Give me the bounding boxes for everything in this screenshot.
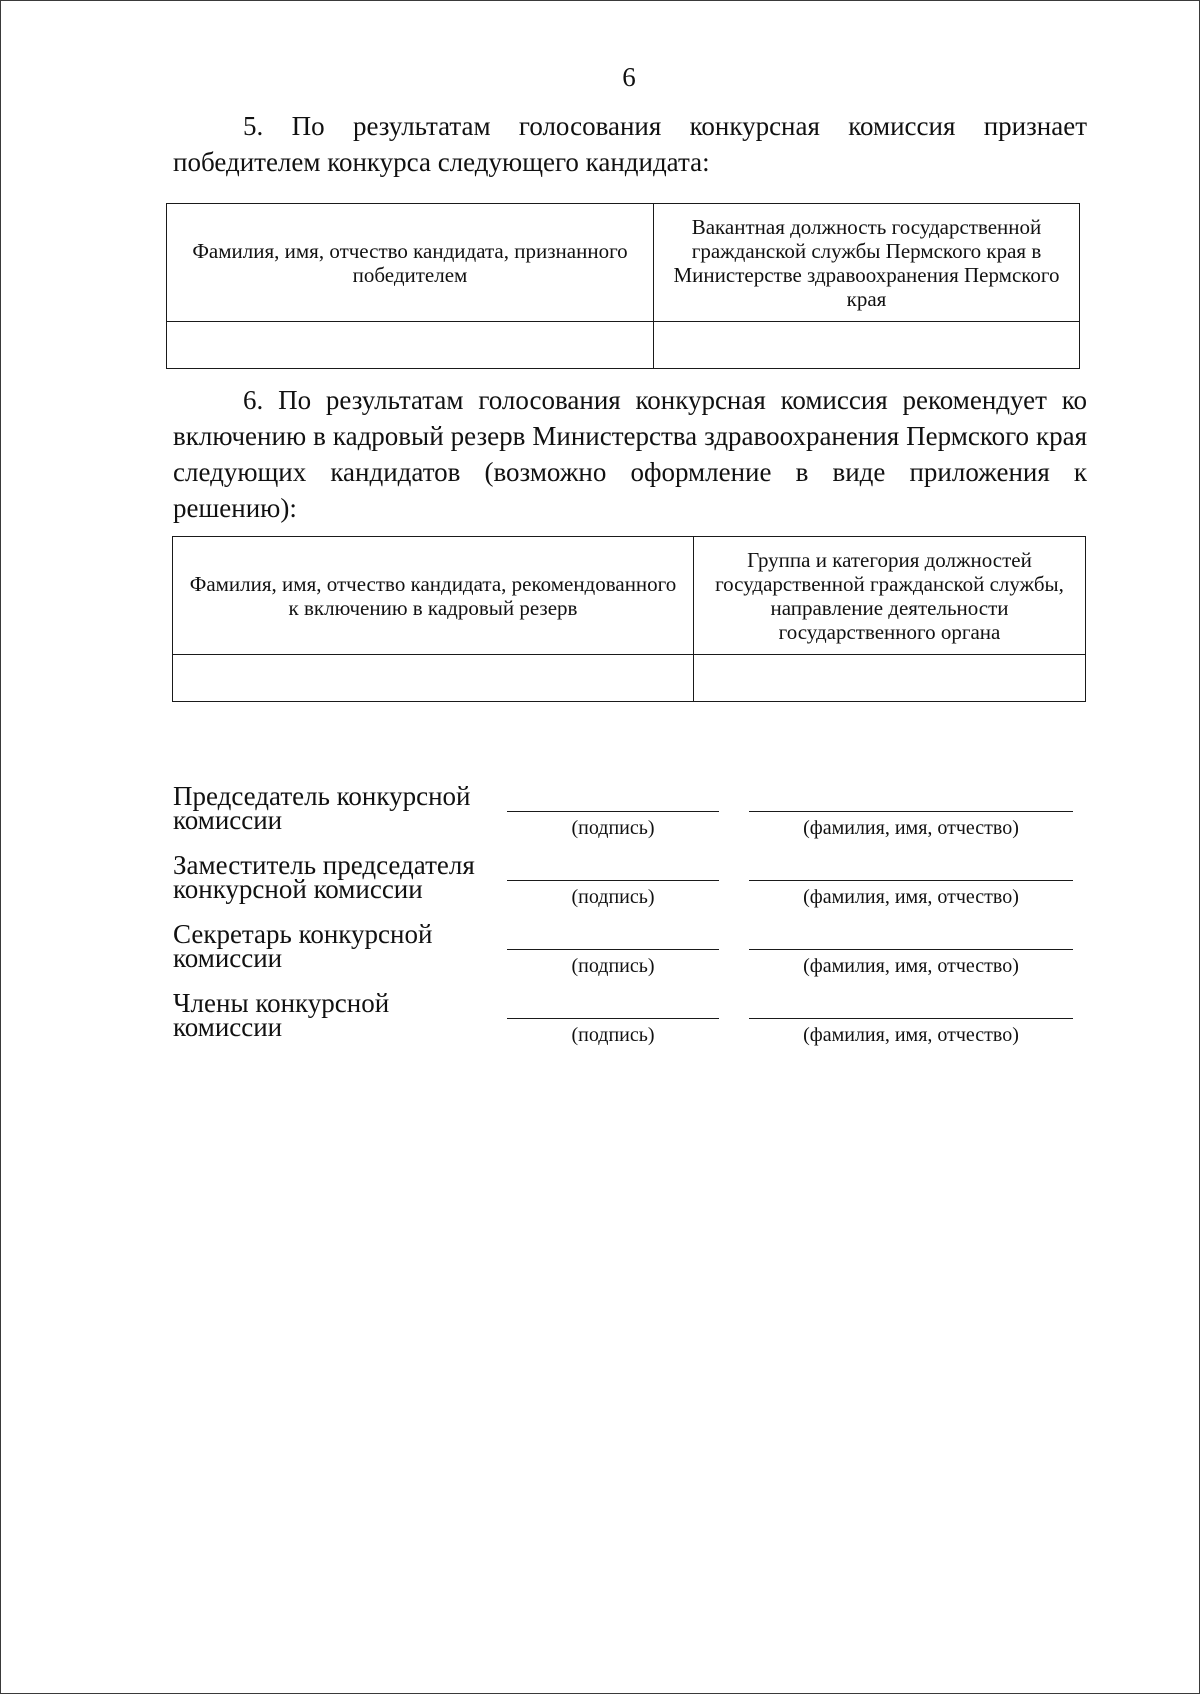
signature-caption: (подпись) xyxy=(571,817,655,839)
page-number: 6 xyxy=(622,62,636,92)
reserve-table-header-row xyxy=(173,537,1086,655)
winner-table xyxy=(166,203,1080,369)
reserve-group-cell[interactable] xyxy=(694,655,1086,702)
role-label-line1: Члены конкурсной xyxy=(173,988,390,1018)
signature-role-label xyxy=(173,850,503,904)
table-row xyxy=(173,655,1086,702)
full-name-line[interactable] xyxy=(749,949,1073,950)
full-name-line[interactable] xyxy=(749,880,1073,881)
signature-row-chair xyxy=(173,781,1087,844)
reserve-table xyxy=(172,536,1086,702)
winner-table-header-row xyxy=(167,204,1080,322)
section-5-number: 5. xyxy=(243,111,264,141)
section-5-paragraph xyxy=(173,108,1087,180)
signature-line[interactable] xyxy=(507,880,719,881)
signature-line[interactable] xyxy=(507,949,719,950)
role-label-line2: комиссии xyxy=(173,1012,283,1042)
signature-role-label xyxy=(173,919,503,973)
full-name-caption: (фамилия, имя, отчество) xyxy=(803,1024,1019,1046)
full-name-caption: (фамилия, имя, отчество) xyxy=(803,817,1019,839)
full-name-caption: (фамилия, имя, отчество) xyxy=(803,955,1019,977)
reserve-name-cell[interactable] xyxy=(173,655,694,702)
signature-role-label xyxy=(173,781,503,835)
full-name-line[interactable] xyxy=(749,811,1073,812)
role-label-line1: Заместитель председателя xyxy=(173,850,475,880)
signature-caption: (подпись) xyxy=(571,955,655,977)
role-label-line2: конкурсной комиссии xyxy=(173,874,423,904)
signature-line[interactable] xyxy=(507,1018,719,1019)
role-label-line1: Председатель конкурсной xyxy=(173,781,471,811)
winner-table-header-name: Фамилия, имя, отчество кандидата, признанного победителем xyxy=(167,204,654,322)
reserve-table-header-name: Фамилия, имя, отчество кандидата, рекомендованного к включению в кадровый резерв xyxy=(173,537,694,655)
signature-caption: (подпись) xyxy=(571,886,655,908)
signature-role-label xyxy=(173,988,503,1042)
full-name-caption: (фамилия, имя, отчество) xyxy=(803,886,1019,908)
section-6-number: 6. xyxy=(243,385,264,415)
signature-row-deputy xyxy=(173,850,1087,913)
section-6-paragraph xyxy=(173,382,1087,526)
signature-caption: (подпись) xyxy=(571,1024,655,1046)
signature-line[interactable] xyxy=(507,811,719,812)
role-label-line2: комиссии xyxy=(173,943,283,973)
section-6-text: По результатам голосования конкурсная комиссия рекомендует ко включению в кадровый резерв Министерства здравоохранения Пермского края следующих кандидатов (возможно оформление в виде приложения к решению): xyxy=(173,385,1088,523)
role-label-line1: Секретарь конкурсной xyxy=(173,919,433,949)
signature-row-secretary xyxy=(173,919,1087,982)
role-label-line2: комиссии xyxy=(173,805,283,835)
section-5-text: По результатам голосования конкурсная комиссия признает победителем конкурса следующего кандидата: xyxy=(173,111,1087,177)
winner-table-header-position: Вакантная должность государственной гражданской службы Пермского края в Министерстве здравоохранения Пермского края xyxy=(654,204,1080,322)
signature-row-members xyxy=(173,988,1087,1051)
winner-name-cell[interactable] xyxy=(167,322,654,369)
reserve-table-header-group: Группа и категория должностей государственной гражданской службы, направление деятельности государственного органа xyxy=(694,537,1086,655)
winner-position-cell[interactable] xyxy=(654,322,1080,369)
table-row xyxy=(167,322,1080,369)
full-name-line[interactable] xyxy=(749,1018,1073,1019)
